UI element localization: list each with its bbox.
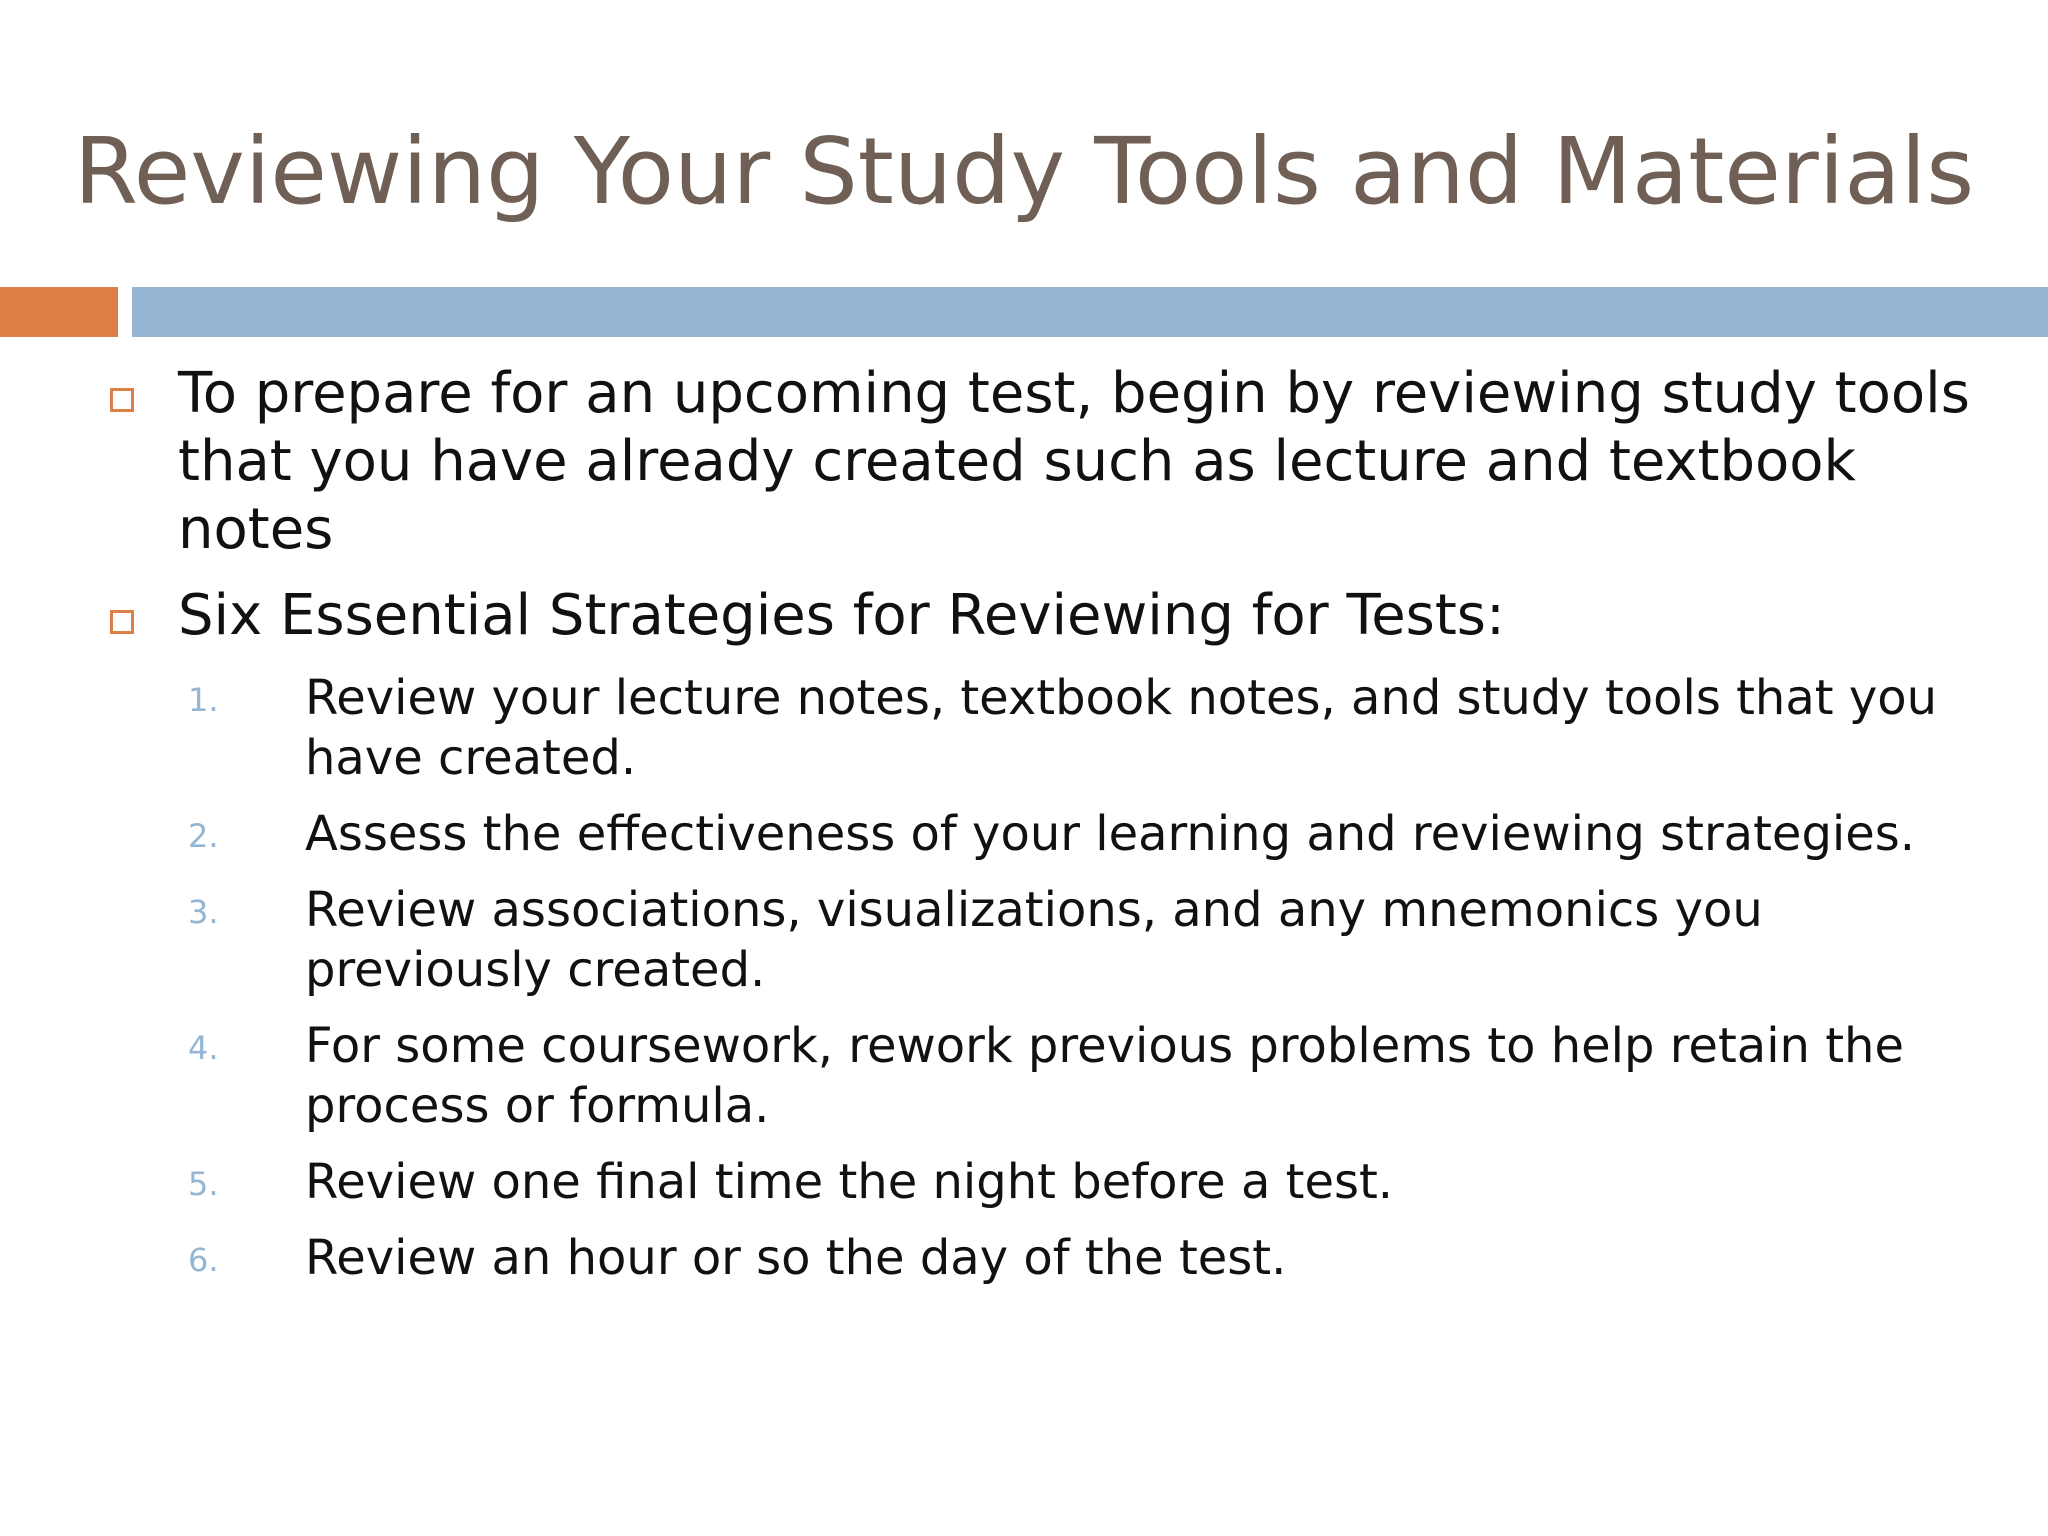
strategy-number: 5. [188,1165,219,1203]
strategy-text: Review your lecture notes, textbook notes, and study tools that you have created. [305,670,1938,786]
accent-bar-blue [132,287,2048,337]
strategy-item [100,1152,2000,1212]
slide-title: Reviewing Your Study Tools and Materials [74,118,1975,225]
strategy-item [100,804,2000,864]
strategy-item [100,880,2000,1000]
square-outline-icon [110,610,134,634]
strategy-item [100,1228,2000,1288]
bullet-item [100,582,2000,650]
slide-content [100,360,2000,1304]
strategy-text: Review an hour or so the day of the test. [305,1230,1287,1286]
strategy-text: Assess the effectiveness of your learning and reviewing strategies. [305,806,1916,862]
strategy-text: For some coursework, rework previous problems to help retain the process or formula. [305,1018,1904,1134]
strategy-text: Review one final time the night before a test. [305,1154,1394,1210]
strategy-number: 3. [188,893,219,931]
strategy-item [100,1016,2000,1136]
strategy-item [100,668,2000,788]
bullet-item [100,360,2000,564]
strategy-text: Review associations, visualizations, and any mnemonics you previously created. [305,882,1763,998]
strategy-number: 2. [188,817,219,855]
strategy-number: 6. [188,1241,219,1279]
square-outline-icon [110,388,134,412]
strategy-number: 1. [188,681,219,719]
accent-bar-orange [0,287,118,337]
bullet-text: Six Essential Strategies for Reviewing for Tests: [178,583,1505,648]
bullet-text: To prepare for an upcoming test, begin by reviewing study tools that you have already created such as lecture and textbook notes [178,361,1970,562]
strategies-list [100,668,2000,1288]
strategy-number: 4. [188,1029,219,1067]
